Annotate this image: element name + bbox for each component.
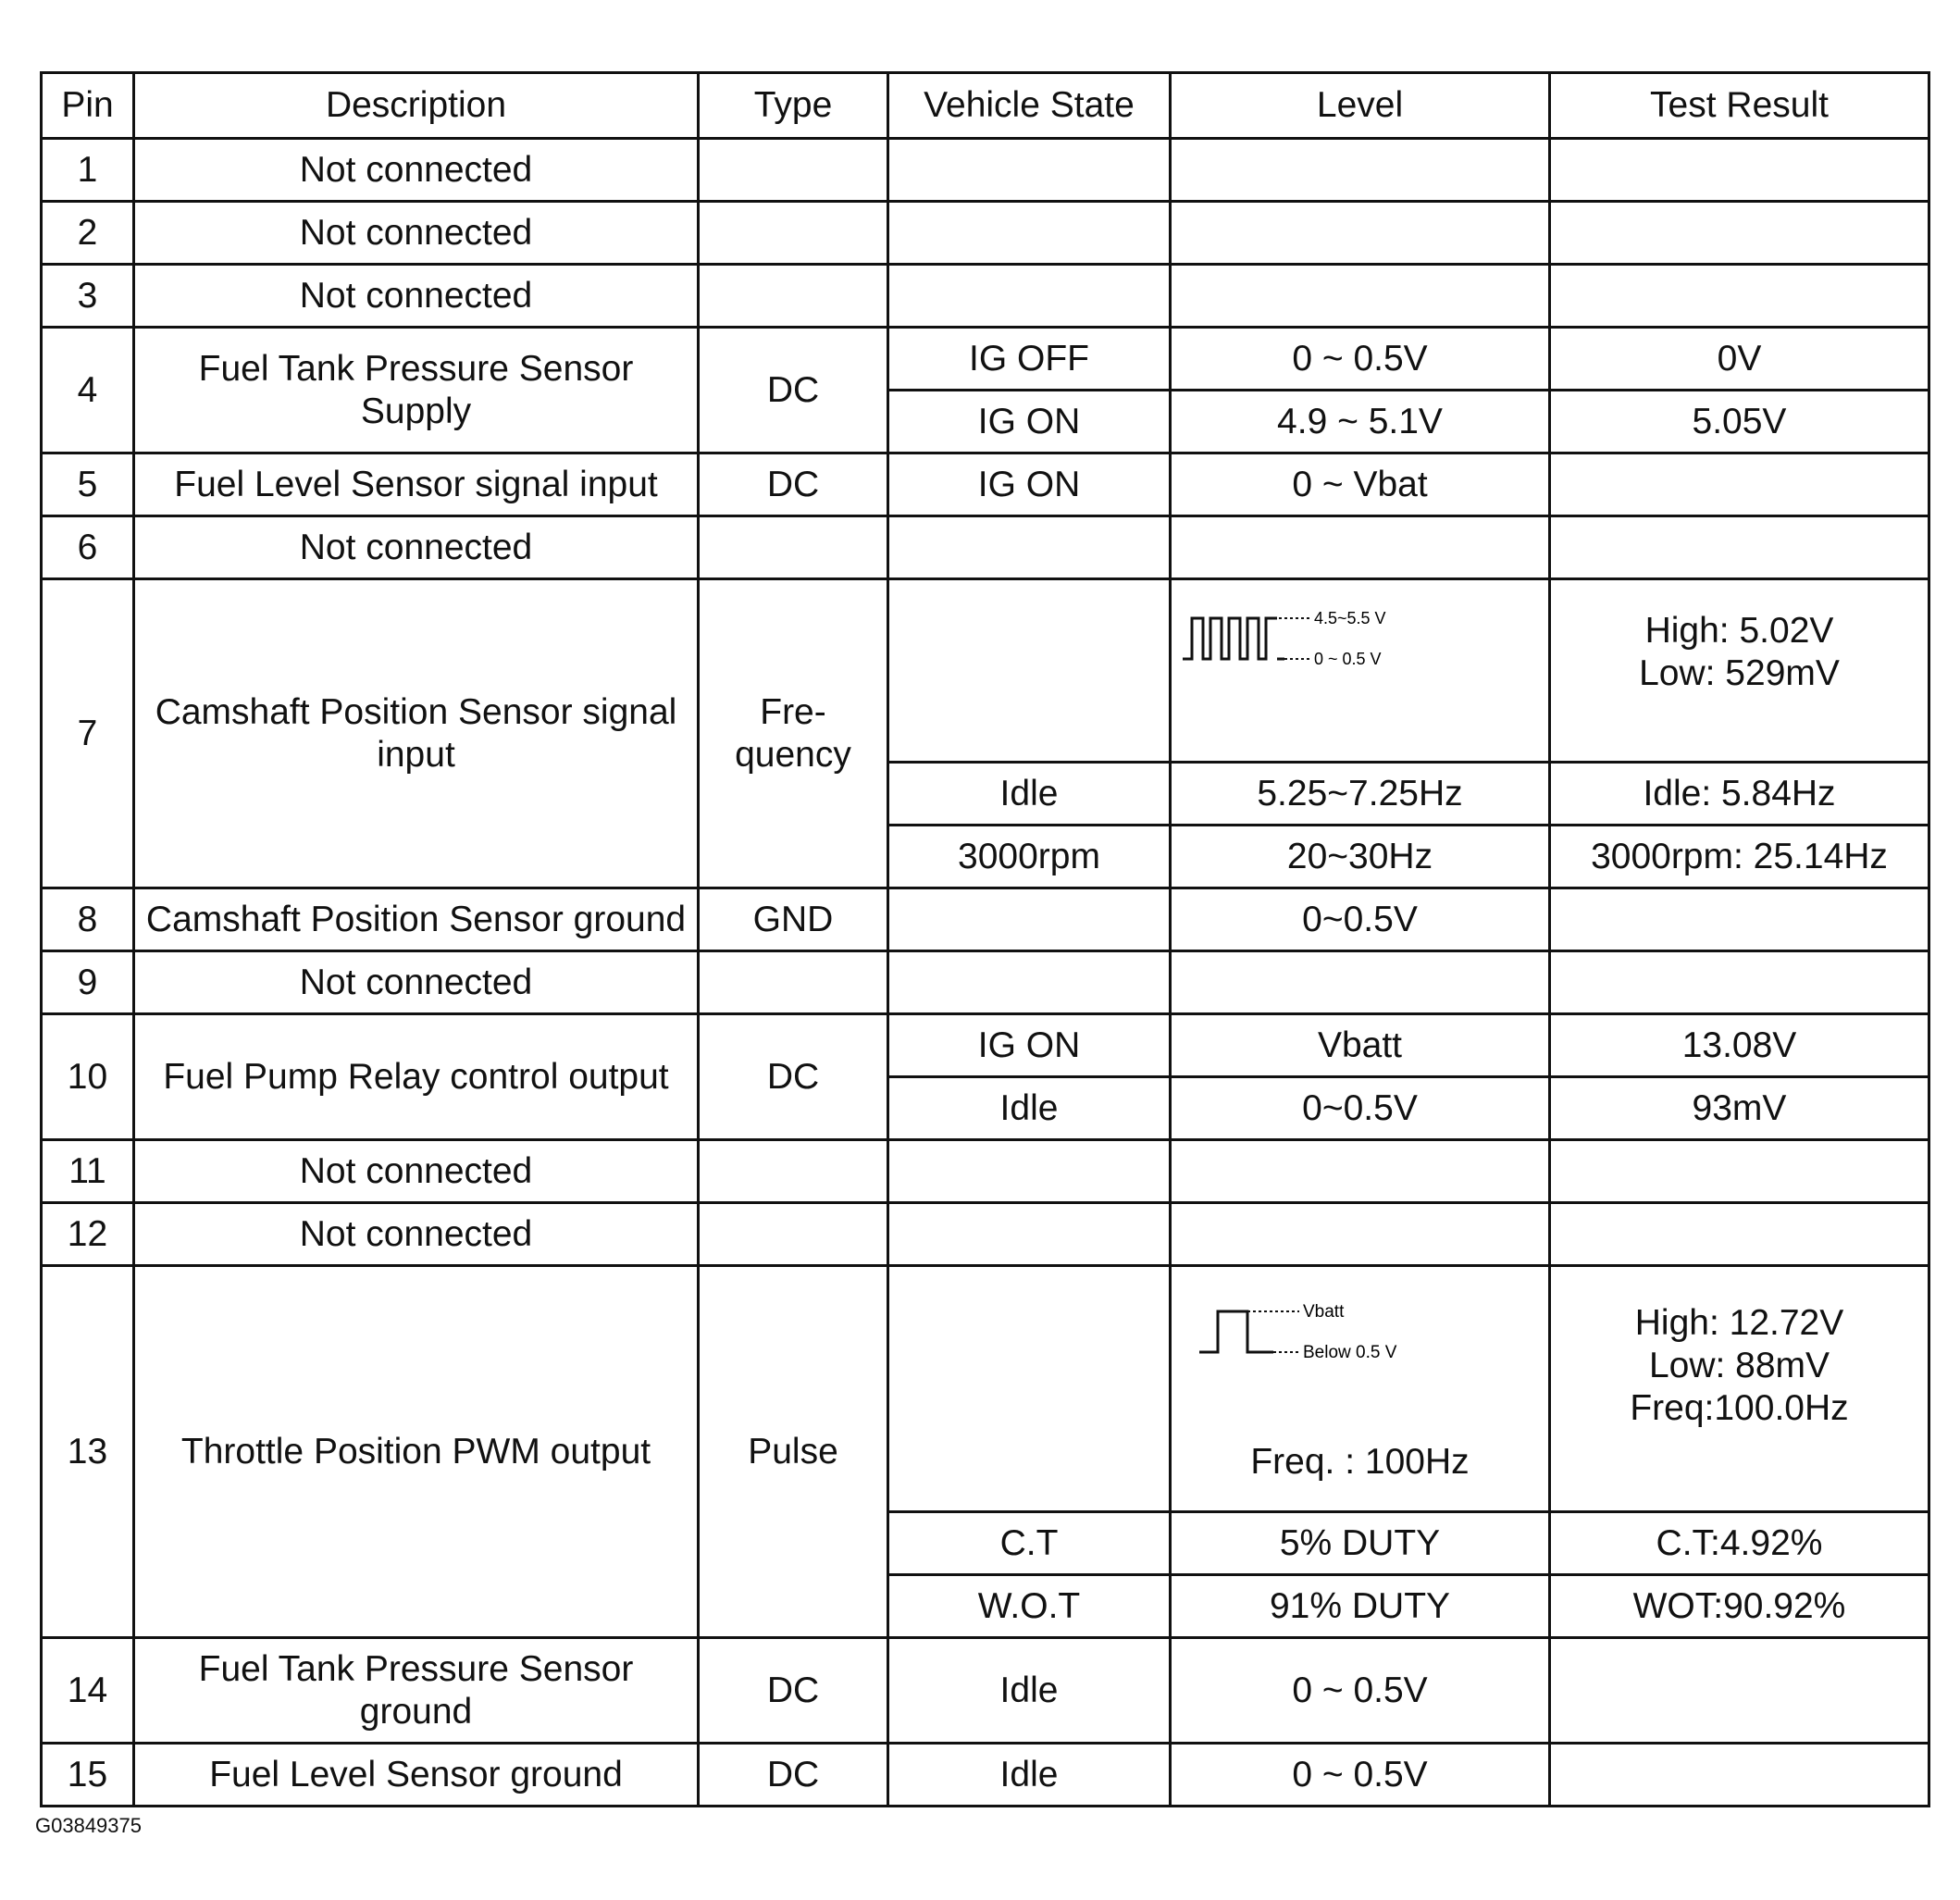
pin-description: Not connected xyxy=(134,1140,699,1203)
table-row xyxy=(42,1203,1929,1266)
pin-description: Fuel Level Sensor signal input xyxy=(134,453,699,516)
test-result: 0V xyxy=(1550,328,1929,391)
vehicle-state: C.T xyxy=(888,1512,1171,1575)
pin-description: Not connected xyxy=(134,951,699,1014)
vehicle-state: IG OFF xyxy=(888,328,1171,391)
header-type: Type xyxy=(699,73,888,139)
test-result: 3000rpm: 25.14Hz xyxy=(1550,826,1929,888)
level: 0~0.5V xyxy=(1171,1077,1550,1140)
test-result: 13.08V xyxy=(1550,1014,1929,1077)
table-row xyxy=(42,1638,1929,1744)
result-line: High: 12.72V xyxy=(1634,1302,1844,1343)
result-line: High: 5.02V xyxy=(1644,610,1834,651)
pin-type-text: Fre- quency xyxy=(735,691,851,775)
pin-description: Not connected xyxy=(134,202,699,265)
result-line: Low: 529mV xyxy=(1639,652,1840,693)
pin-type xyxy=(699,579,888,888)
pin-description: Camshaft Position Sensor ground xyxy=(134,888,699,951)
pin-description: Not connected xyxy=(134,1203,699,1266)
pin-description: Not connected xyxy=(134,265,699,328)
level: 0 ~ 0.5V xyxy=(1171,1638,1550,1744)
figure-id: G03849375 xyxy=(35,1814,142,1837)
table-row xyxy=(42,453,1929,516)
pin-number: 7 xyxy=(42,579,134,888)
pin-description: Throttle Position PWM output xyxy=(134,1266,699,1638)
level: Vbatt xyxy=(1171,1014,1550,1077)
pin-description: Fuel Pump Relay control output xyxy=(134,1014,699,1140)
pin-description: Not connected xyxy=(134,139,699,202)
vehicle-state xyxy=(888,888,1171,951)
pin-type: Pulse xyxy=(699,1266,888,1638)
waveform-result xyxy=(1550,579,1929,763)
pin-number: 1 xyxy=(42,139,134,202)
pin-number: 2 xyxy=(42,202,134,265)
level: 0 ~ 0.5V xyxy=(1171,328,1550,391)
result-line: Low: 88mV xyxy=(1648,1345,1830,1385)
pin-type: DC xyxy=(699,1014,888,1140)
pin-number: 3 xyxy=(42,265,134,328)
table-row xyxy=(42,328,1929,391)
test-result xyxy=(1550,1638,1929,1744)
test-result xyxy=(1550,888,1929,951)
vehicle-state: Idle xyxy=(888,1638,1171,1744)
vehicle-state: Idle xyxy=(888,1077,1171,1140)
pin-number: 6 xyxy=(42,516,134,579)
waveform-cell xyxy=(1171,579,1550,763)
pin-description: Fuel Tank Pressure Sensor Supply xyxy=(134,328,699,453)
vehicle-state: W.O.T xyxy=(888,1575,1171,1638)
vehicle-state: Idle xyxy=(888,763,1171,826)
pin-number: 10 xyxy=(42,1014,134,1140)
level: 91% DUTY xyxy=(1171,1575,1550,1638)
level: 4.9 ~ 5.1V xyxy=(1171,391,1550,453)
pin-number: 4 xyxy=(42,328,134,453)
pin-number: 12 xyxy=(42,1203,134,1266)
pin-type: DC xyxy=(699,328,888,453)
pin-number: 8 xyxy=(42,888,134,951)
test-result: 5.05V xyxy=(1550,391,1929,453)
vehicle-state: 3000rpm xyxy=(888,826,1171,888)
pin-type: GND xyxy=(699,888,888,951)
table-row xyxy=(42,888,1929,951)
table-row xyxy=(42,951,1929,1014)
wave-high-label: 4.5~5.5 V xyxy=(1314,608,1386,627)
vehicle-state: IG ON xyxy=(888,391,1171,453)
header-pin: Pin xyxy=(42,73,134,139)
table-row xyxy=(42,516,1929,579)
waveform-cell xyxy=(1171,1266,1550,1512)
vehicle-state: IG ON xyxy=(888,1014,1171,1077)
table-row xyxy=(42,1014,1929,1077)
pin-description: Fuel Level Sensor ground xyxy=(134,1744,699,1807)
vehicle-state: Idle xyxy=(888,1744,1171,1807)
table-row xyxy=(42,202,1929,265)
level: 0 ~ 0.5V xyxy=(1171,1744,1550,1807)
pin-type: DC xyxy=(699,1744,888,1807)
wave-low-label: 0 ~ 0.5 V xyxy=(1314,649,1382,668)
vehicle-state: IG ON xyxy=(888,453,1171,516)
level: 0 ~ Vbat xyxy=(1171,453,1550,516)
wave-high-label: Vbatt xyxy=(1303,1301,1345,1322)
header-test-result: Test Result xyxy=(1550,73,1929,139)
square-wave-icon xyxy=(1181,602,1403,676)
test-result: C.T:4.92% xyxy=(1550,1512,1929,1575)
pin-description: Fuel Tank Pressure Sensor ground xyxy=(134,1638,699,1744)
header-description: Description xyxy=(134,73,699,139)
wave-low-label: Below 0.5 V xyxy=(1303,1342,1397,1362)
pin-number: 15 xyxy=(42,1744,134,1807)
pin-table xyxy=(40,71,1930,1807)
waveform-frequency: Freq. : 100Hz xyxy=(1250,1441,1470,1482)
pin-type: DC xyxy=(699,453,888,516)
table-row xyxy=(42,1744,1929,1807)
test-result: WOT:90.92% xyxy=(1550,1575,1929,1638)
pin-number: 13 xyxy=(42,1266,134,1638)
level: 0~0.5V xyxy=(1171,888,1550,951)
table-row xyxy=(42,265,1929,328)
result-line: Freq:100.0Hz xyxy=(1630,1387,1849,1428)
test-result xyxy=(1550,1744,1929,1807)
pin-number: 9 xyxy=(42,951,134,1014)
level: 20~30Hz xyxy=(1171,826,1550,888)
pin-description: Camshaft Position Sensor signal input xyxy=(134,579,699,888)
level: 5% DUTY xyxy=(1171,1512,1550,1575)
table-row xyxy=(42,1140,1929,1203)
header-level: Level xyxy=(1171,73,1550,139)
test-result xyxy=(1550,453,1929,516)
header-vehicle-state: Vehicle State xyxy=(888,73,1171,139)
pin-number: 5 xyxy=(42,453,134,516)
table-row xyxy=(42,139,1929,202)
pin-type: DC xyxy=(699,1638,888,1744)
pin-number: 11 xyxy=(42,1140,134,1203)
pulse-wave-icon xyxy=(1181,1295,1431,1369)
pin-number: 14 xyxy=(42,1638,134,1744)
level: 5.25~7.25Hz xyxy=(1171,763,1550,826)
test-result: Idle: 5.84Hz xyxy=(1550,763,1929,826)
pin-description: Not connected xyxy=(134,516,699,579)
table-row xyxy=(42,1266,1929,1512)
header-row xyxy=(42,73,1929,139)
waveform-result xyxy=(1550,1266,1929,1512)
table-row xyxy=(42,579,1929,763)
test-result: 93mV xyxy=(1550,1077,1929,1140)
